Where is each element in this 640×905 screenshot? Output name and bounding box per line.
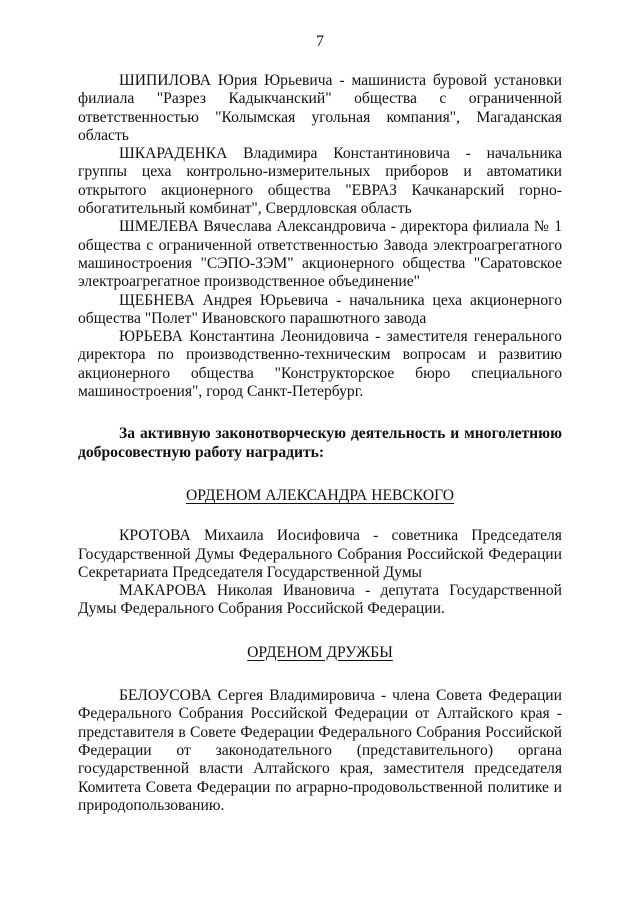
- award-entry: ЮРЬЕВА Константина Леонидовича - заместителя генерального директора по производственно-техническим вопросам и развитию акционерного общества "Конструкторское бюро специального машиностроения", город Санкт-Петербург.: [78, 328, 562, 401]
- award-entry: КРОТОВА Михаила Иосифовича - советника Председателя Государственной Думы Федерального Собрания Российской Федерации Секретариата Председателя Государственной Думы: [78, 527, 562, 581]
- person-name: ШМЕЛЕВА Вячеслава Александровича: [119, 218, 387, 236]
- document-body: [78, 72, 562, 815]
- order-heading-friendship: ОРДЕНОМ ДРУЖБЫ: [247, 643, 393, 661]
- award-entry: МАКАРОВА Николая Ивановича - депутата Государственной Думы Федерального Собрания Российской Федерации.: [78, 582, 562, 618]
- awards-list-part1: [78, 72, 562, 401]
- person-name: ЮРЬЕВА Константина Леонидовича: [119, 328, 369, 346]
- person-name: БЕЛОУСОВА Сергея Владимировича: [119, 687, 375, 705]
- person-position: директора филиала № 1 общества с ограниченной ответственностью Завода электроагрегатного машиностроения "СЭПО-ЗЭМ" акционерного общества "Саратовское электроагрегатное производственное объединение": [78, 218, 562, 291]
- person-position: машиниста буровой установки филиала "Разрез Кадыкчанский" общества с ограниченной ответственностью "Колымская угольная компания", Магаданская область: [78, 72, 562, 144]
- person-name: ЩЕБНЕВА Андрея Юрьевича: [119, 291, 329, 309]
- order-heading-alexander-nevsky: ОРДЕНОМ АЛЕКСАНДРА НЕВСКОГО: [186, 486, 454, 504]
- award-entry: ЩЕБНЕВА Андрея Юрьевича - начальника цеха акционерного общества "Полет" Ивановского парашютного завода: [78, 291, 562, 327]
- person-position: депутата Государственной Думы Федерального Собрания Российской Федерации.: [78, 582, 562, 618]
- person-name: МАКАРОВА Николая Ивановича: [119, 582, 355, 600]
- person-name: ШИПИЛОВА Юрия Юрьевича: [119, 72, 333, 89]
- person-name: ШКАРАДЕНКА Владимира Константиновича: [119, 145, 450, 163]
- awards-list-order1: [78, 527, 562, 618]
- person-position: начальника группы цеха контрольно-измерительных приборов и автоматики открытого акционерного общества "ЕВРАЗ Качканарский горно-обогатительный комбинат", Свердловская область: [78, 145, 562, 218]
- award-entry: БЕЛОУСОВА Сергея Владимировича - члена Совета Федерации Федерального Собрания Российской Федерации от Алтайского края - представителя в Совете Федерации Федерального Собрания Российской Федерации от законодательного (представительного) органа государственной власти Алтайского края, заместителя председателя Комитета Совета Федерации по аграрно-продовольственной политике и природопользованию.: [78, 687, 562, 814]
- page-number: 7: [316, 33, 324, 50]
- awards-list-order2: [78, 687, 562, 815]
- award-entry: ШИПИЛОВА Юрия Юрьевича - машиниста буровой установки филиала "Разрез Кадыкчанский" общества с ограниченной ответственностью "Колымская угольная компания", Магаданская область: [78, 72, 562, 144]
- person-position: члена Совета Федерации Федерального Собрания Российской Федерации от Алтайского края - представителя в Совете Федерации Федерального Собрания Российской Федерации от законодательного (представительного) органа государственной власти Алтайского края, заместителя председателя Комитета Совета Федерации по аграрно-продовольственной политике и природопользованию.: [78, 687, 562, 814]
- person-position: заместителя генерального директора по производственно-техническим вопросам и развитию акционерного общества "Конструкторское бюро специального машиностроения", город Санкт-Петербург.: [78, 328, 562, 401]
- person-name: КРОТОВА Михаила Иосифовича: [119, 527, 360, 545]
- person-position: советника Председателя Государственной Думы Федерального Собрания Российской Федерации Секретариата Председателя Государственной Думы: [78, 527, 562, 581]
- decree-intro: За активную законотворческую деятельность и многолетнюю добросовестную работу наградить:: [78, 425, 562, 461]
- award-entry: ШКАРАДЕНКА Владимира Константиновича - начальника группы цеха контрольно-измерительных приборов и автоматики открытого акционерного общества "ЕВРАЗ Качканарский горно-обогатительный комбинат", Свердловская область: [78, 145, 562, 218]
- award-entry: ШМЕЛЕВА Вячеслава Александровича - директора филиала № 1 общества с ограниченной ответственностью Завода электроагрегатного машиностроения "СЭПО-ЗЭМ" акционерного общества "Саратовское электроагрегатное производственное объединение": [78, 218, 562, 291]
- person-position: начальника цеха акционерного общества "Полет" Ивановского парашютного завода: [78, 291, 562, 327]
